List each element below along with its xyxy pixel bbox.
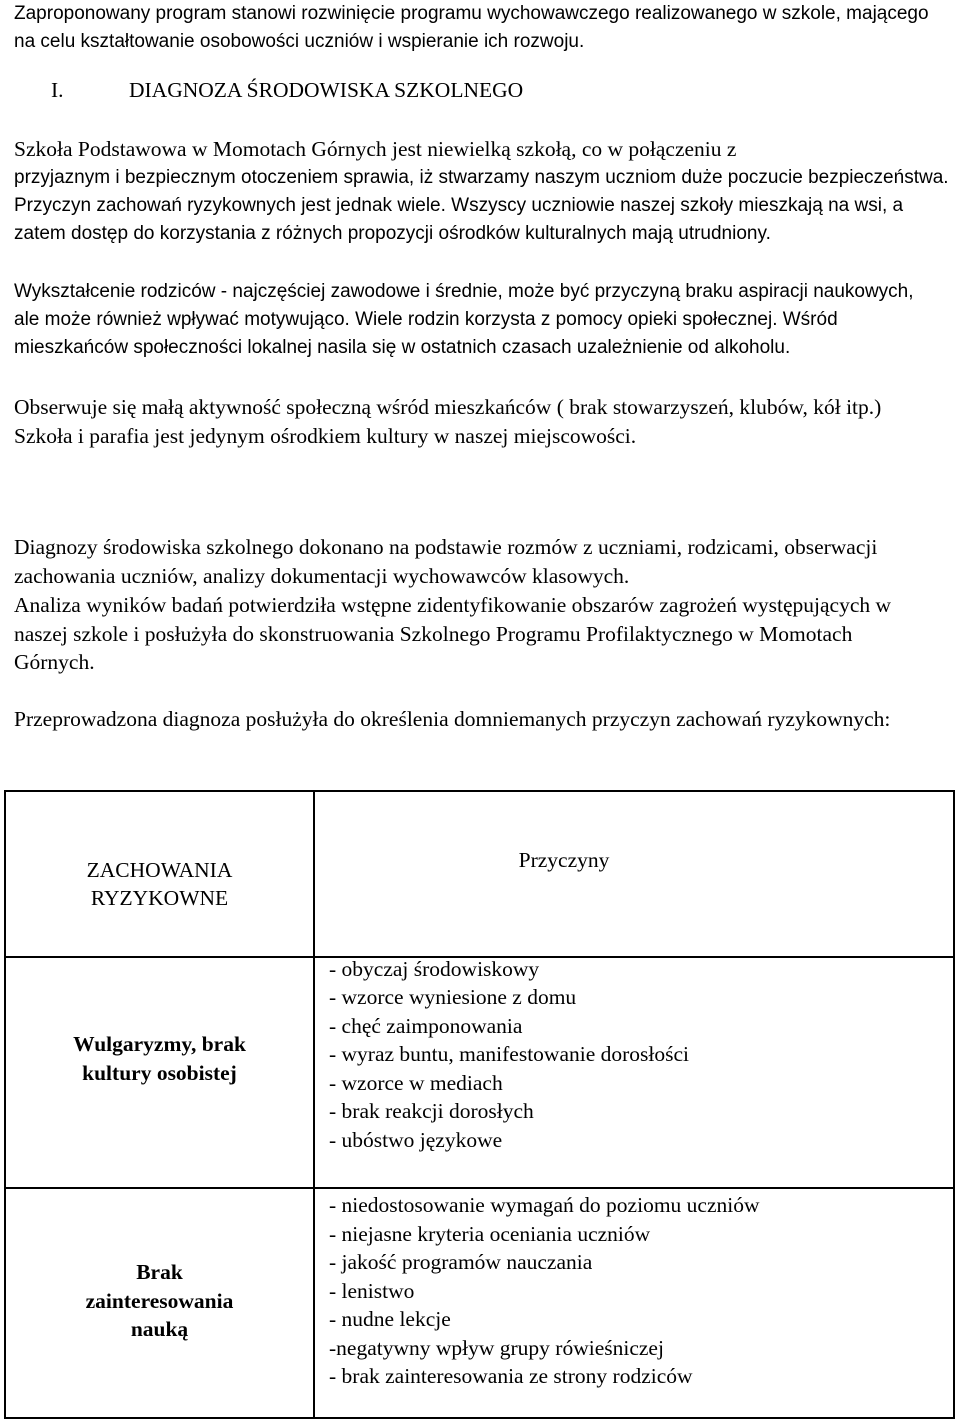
paragraph-school-description: przyjaznym i bezpiecznym otoczeniem sprawia, iż stwarzamy naszym uczniom duże poczucie bezpieczeństwa. Przyczyn zachowań ryzykownych jest jednak wiele. Wszyscy uczniowie naszej szkoły mieszkają na wsi, a zatem dostęp do korzystania z różnych propozycji ośrodków kulturalnych mają utrudniony. xyxy=(14,167,949,244)
header-behaviors: ZACHOWANIA RYZYKOWNE xyxy=(86,857,233,910)
list-item: - wyraz buntu, manifestowanie dorosłości xyxy=(329,1042,690,1067)
paragraph-parents-education: Wykształcenie rodziców - najczęściej zawodowe i średnie, może być przyczyną braku aspiracji naukowych, ale może również wpływać motywująco. Wiele rodzin korzysta z pomocy opieki społecznej. Wśród mieszkańców społeczności lokalnej nasila się w ostatnich czasach uzależnienie od alkoholu. xyxy=(14,281,914,358)
list-item: - ubóstwo językowe xyxy=(329,1127,503,1152)
header-behaviors-cell xyxy=(5,791,314,957)
causes-cell xyxy=(314,1188,954,1418)
behavior-label: Wulgaryzmy, brak kultury osobistej xyxy=(73,1032,246,1085)
list-item: - obyczaj środowiskowy xyxy=(329,956,540,981)
paragraph-diagnosis-method: Diagnozy środowiska szkolnego dokonano na podstawie rozmów z uczniami, rodzicami, obserwacji zachowania uczniów, analizy dokumentacji wychowawców klasowych. xyxy=(14,535,878,588)
behavior-cell xyxy=(5,957,314,1188)
intro-paragraph: Zaproponowany program stanowi rozwinięcie programu wychowawczego realizowanego w szkole, mającego na celu kształtowanie osobowości uczniów i wspieranie ich rozwoju. xyxy=(14,3,929,52)
paragraph-social-activity: Obserwuje się małą aktywność społeczną wśród mieszkańców ( brak stowarzyszeń, klubów, kół itp.) Szkoła i parafia jest jedynym ośrodkiem kultury w naszej miejscowości. xyxy=(14,395,882,448)
table-row xyxy=(5,1188,954,1418)
list-item: - chęć zaimponowania xyxy=(329,1013,523,1038)
list-item: - wzorce wyniesione z domu xyxy=(329,985,577,1010)
list-item: - lenistwo xyxy=(329,1278,415,1303)
header-causes: Przyczyny xyxy=(518,847,610,872)
list-item: - brak zainteresowania ze strony rodziców xyxy=(329,1364,693,1389)
list-item: - niejasne kryteria oceniania uczniów xyxy=(329,1221,651,1246)
list-item: - wzorce w mediach xyxy=(329,1070,503,1095)
causes-cell xyxy=(314,957,954,1188)
paragraph-diagnosis-purpose: Przeprowadzona diagnoza posłużyła do określenia domniemanych przyczyn zachowań ryzykownych: xyxy=(14,707,891,731)
causes-list xyxy=(315,955,953,1155)
behavior-cell xyxy=(5,1188,314,1418)
table-row xyxy=(5,957,954,1188)
section-heading xyxy=(51,76,523,104)
list-item: - brak reakcji dorosłych xyxy=(329,1099,534,1124)
causes-list xyxy=(315,1191,953,1391)
header-causes-cell xyxy=(314,791,954,957)
list-item: - nudne lekcje xyxy=(329,1307,451,1332)
risk-behaviors-table xyxy=(4,790,955,1419)
list-item: - jakość programów nauczania xyxy=(329,1250,593,1275)
table-header-row xyxy=(5,791,954,957)
paragraph-analysis-results: Analiza wyników badań potwierdziła wstępne zidentyfikowanie obszarów zagrożeń występujących w naszej szkole i posłużyła do skonstruowania Szkolnego Programu Profilaktycznego w Momotach Górnych. xyxy=(14,593,892,674)
section-title: DIAGNOZA ŚRODOWISKA SZKOLNEGO xyxy=(129,78,524,102)
behavior-label: Brak zainteresowania nauką xyxy=(85,1260,234,1342)
list-item: -negatywny wpływ grupy rówieśniczej xyxy=(329,1335,664,1360)
list-item: - niedostosowanie wymagań do poziomu uczniów xyxy=(329,1193,760,1218)
paragraph-school-intro: Szkoła Podstawowa w Momotach Górnych jest niewielką szkołą, co w połączeniu z xyxy=(14,137,737,161)
section-number: I. xyxy=(51,78,64,102)
